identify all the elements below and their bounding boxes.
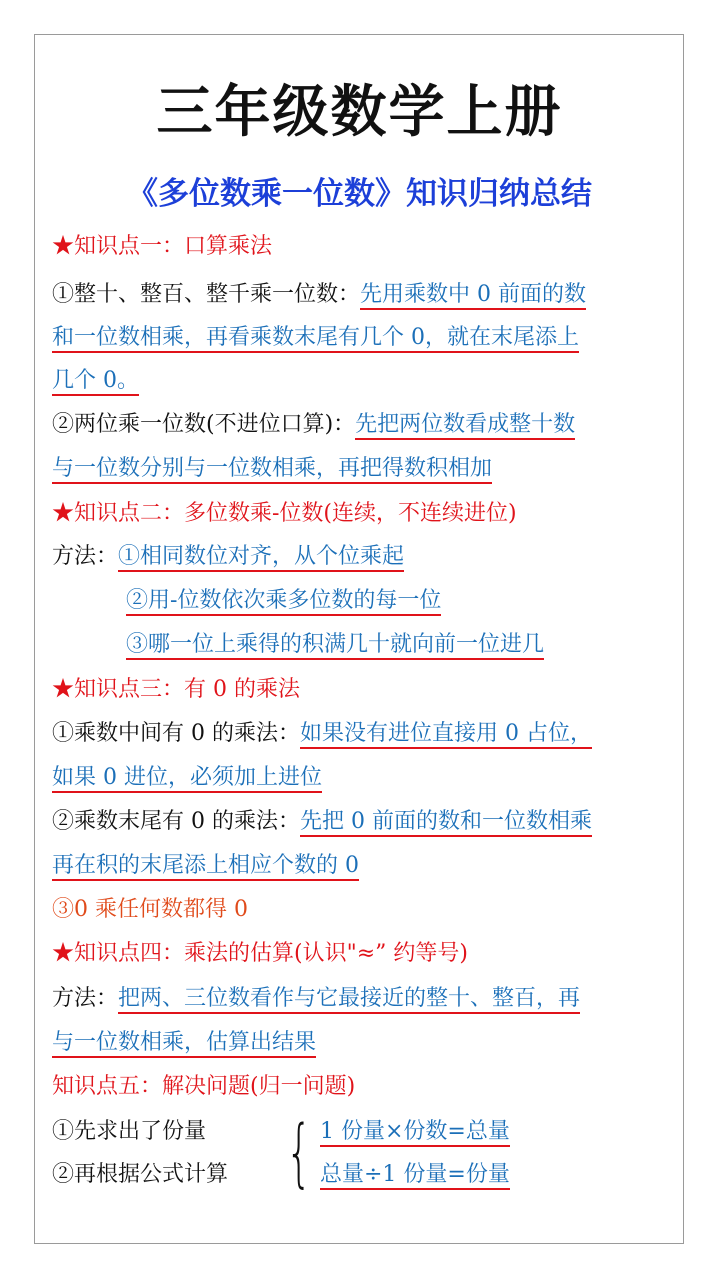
kp4-method-line2 xyxy=(52,1028,316,1058)
kp5-formula1: 1 份量×份数=总量 xyxy=(320,1119,510,1147)
kp2-step1: ①相同数位对齐，从个位乘起 xyxy=(118,544,404,572)
kp5-formula1-line xyxy=(320,1117,510,1147)
kp1-item1-label: ①整十、整百、整千乘一位数： xyxy=(52,282,361,307)
kp5-formula2: 总量÷1 份量=份量 xyxy=(320,1162,510,1190)
kp2-method-line1 xyxy=(52,542,404,572)
kp5-heading: 知识点五：解决问题(归一问题) xyxy=(52,1074,356,1099)
kp2-method-label: 方法： xyxy=(52,544,119,569)
kp2-step2: ②用-位数依次乘多位数的每一位 xyxy=(126,588,441,616)
kp3-item2-line1 xyxy=(52,807,592,837)
kp3-heading: ★知识点三：有 0 的乘法 xyxy=(52,677,300,702)
kp3-item2-label: ②乘数末尾有 0 的乘法： xyxy=(52,809,300,834)
kp1-item1-text: 和一位数相乘，再看乘数末尾有几个 0，就在末尾添上 xyxy=(52,325,579,353)
kp1-item1-text: 几个 0。 xyxy=(52,368,139,396)
kp1-item1-line1 xyxy=(52,280,586,310)
kp4-text: 与一位数相乘，估算出结果 xyxy=(52,1030,316,1058)
kp3-item2-text: 再在积的末尾添上相应个数的 0 xyxy=(52,853,359,881)
page-subtitle: 《多位数乘一位数》知识归纳总结 xyxy=(127,176,592,212)
kp3-item1-label: ①乘数中间有 0 的乘法： xyxy=(52,721,300,746)
kp5-step2: ②再根据公式计算 xyxy=(52,1162,229,1187)
kp2-method-line3 xyxy=(126,630,544,660)
kp3-item1-text: 如果 0 进位，必须加上进位 xyxy=(52,765,322,793)
kp1-item1-line3 xyxy=(52,366,139,396)
kp2-step3: ③哪一位上乘得的积满几十就向前一位进几 xyxy=(126,632,544,660)
kp3-item1-text: 如果没有进位直接用 0 占位， xyxy=(300,721,592,749)
kp3-item2-text: 先把 0 前面的数和一位数相乘 xyxy=(300,809,592,837)
curly-brace: { xyxy=(286,1110,312,1196)
kp1-item2-line2 xyxy=(52,454,492,484)
kp3-item1-line2 xyxy=(52,763,322,793)
kp3-item2-line2 xyxy=(52,851,359,881)
page-title: 三年级数学上册 xyxy=(156,80,563,145)
kp4-text: 把两、三位数看作与它最接近的整十、整百，再 xyxy=(118,986,580,1014)
kp3-item3: ③0 乘任何数都得 0 xyxy=(52,897,248,922)
kp2-heading: ★知识点二：多位数乘-位数(连续，不连续进位) xyxy=(52,501,517,526)
kp4-heading: ★知识点四：乘法的估算(认识"≈” 约等号) xyxy=(52,941,468,966)
kp2-method-line2 xyxy=(126,586,441,616)
kp4-method-line1 xyxy=(52,984,580,1014)
kp1-item2-line1 xyxy=(52,410,575,440)
kp5-formula2-line xyxy=(320,1160,510,1190)
kp5-step1: ①先求出了份量 xyxy=(52,1119,207,1144)
kp1-item1-text: 先用乘数中 0 前面的数 xyxy=(360,282,586,310)
kp1-heading: ★知识点一：口算乘法 xyxy=(52,234,273,259)
kp1-item2-text: 与一位数分别与一位数相乘，再把得数积相加 xyxy=(52,456,492,484)
kp4-method-label: 方法： xyxy=(52,986,119,1011)
kp3-item1-line1 xyxy=(52,719,592,749)
kp1-item1-line2 xyxy=(52,323,579,353)
kp1-item2-label: ②两位乘一位数(不进位口算)： xyxy=(52,412,356,437)
kp1-item2-text: 先把两位数看成整十数 xyxy=(355,412,575,440)
